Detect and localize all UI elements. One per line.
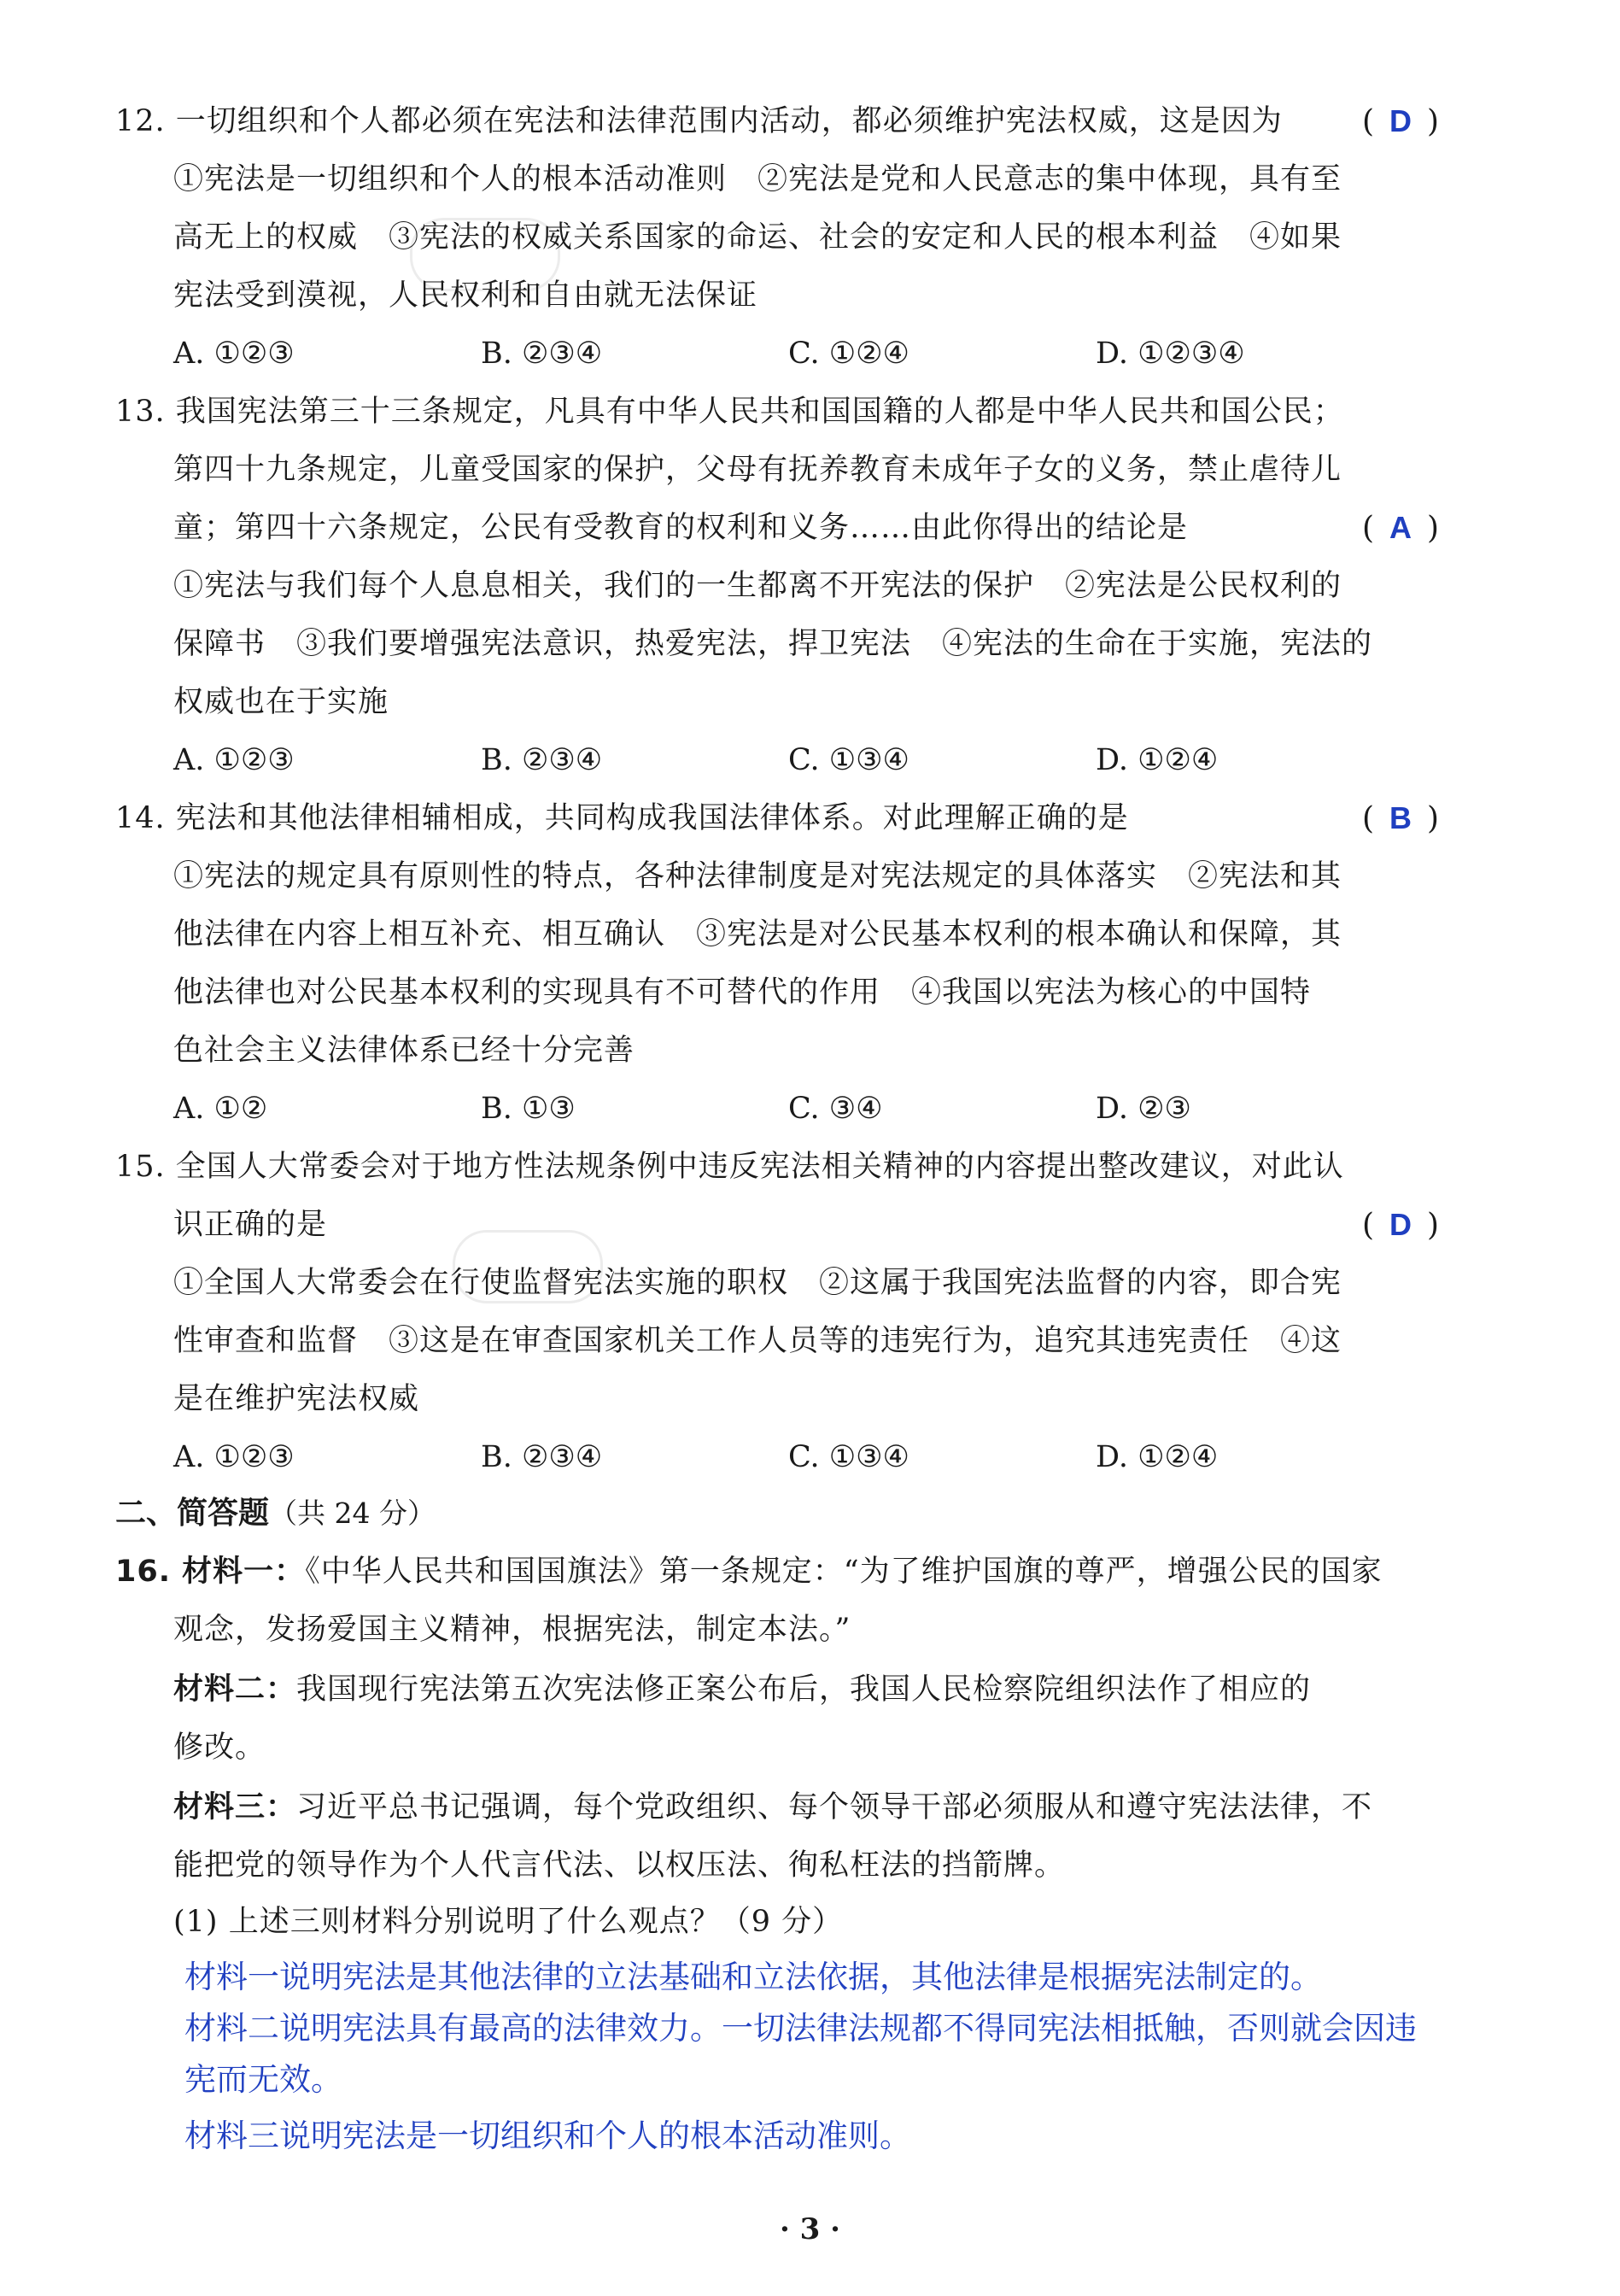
q15-options xyxy=(173,1437,1506,1478)
q14-line-2: 他法律在内容上相互补充、相互确认 ③宪法是对公民基本权利的根本确认和保障，其 xyxy=(173,917,1342,952)
q16-sub-question-1: (1) 上述三则材料分别说明了什么观点？（9 分） xyxy=(173,1905,844,1939)
q16-m3-text: 习近平总书记强调，每个党政组织、每个领导干部必须服从和遵守宪法法律，不 xyxy=(296,1790,1373,1824)
q12-option-c: C. ①②④ xyxy=(788,337,909,371)
q16-answer-line-4: 材料三说明宪法是一切组织和个人的根本活动准则。 xyxy=(184,2117,911,2154)
q13-options xyxy=(173,740,1506,781)
q13-answer-letter: A xyxy=(1389,510,1412,545)
q13-option-d: D. ①②④ xyxy=(1096,743,1219,777)
q14-line-1: ①宪法的规定具有原则性的特点，各种法律制度是对宪法规定的具体落实 ②宪法和其 xyxy=(173,859,1342,893)
q15-line-2: ①全国人大常委会在行使监督宪法实施的职权 ②这属于我国宪法监督的内容，即合宪 xyxy=(173,1266,1342,1300)
q12-options xyxy=(173,333,1506,374)
q14-answer-letter: B xyxy=(1389,800,1412,835)
q12-option-d: D. ①②③④ xyxy=(1096,337,1245,371)
q14-line-4: 色社会主义法律体系已经十分完善 xyxy=(173,1034,635,1068)
q14-line-3: 他法律也对公民基本权利的实现具有不可替代的作用 ④我国以宪法为核心的中国特 xyxy=(173,975,1312,1010)
q12-option-b: B. ②③④ xyxy=(481,337,603,371)
q13-stem: 13. 我国宪法第三十三条规定，凡具有中华人民共和国国籍的人都是中华人民共和国公民； xyxy=(115,395,1344,429)
q14-stem: 14. 宪法和其他法律相辅相成，共同构成我国法律体系。对此理解正确的是 xyxy=(115,801,1129,835)
q15-line-3: 性审查和监督 ③这是在审查国家机关工作人员等的违宪行为，追究其违宪责任 ④这 xyxy=(173,1324,1342,1358)
q12-option-a: A. ①②③ xyxy=(173,337,295,371)
q12-stem: 12. 一切组织和个人都必须在宪法和法律范围内活动，都必须维护宪法权威，这是因为 xyxy=(115,104,1283,138)
q15-line-4: 是在维护宪法权威 xyxy=(173,1382,420,1416)
q12-line-1: ①宪法是一切组织和个人的根本活动准则 ②宪法是党和人民意志的集中体现，具有至 xyxy=(173,162,1342,196)
q15-option-b: B. ②③④ xyxy=(481,1440,603,1474)
q13-line-4: 保障书 ③我们要增强宪法意识，热爱宪法，捍卫宪法 ④宪法的生命在于实施，宪法的 xyxy=(173,627,1373,661)
q12-line-2: 高无上的权威 ③宪法的权威关系国家的命运、社会的安定和人民的根本利益 ④如果 xyxy=(173,220,1342,255)
q15-option-d: D. ①②④ xyxy=(1096,1440,1219,1474)
q15-answer-letter: D xyxy=(1389,1207,1412,1242)
q16-material-2 xyxy=(173,1669,1311,1710)
q16-material-3 xyxy=(173,1787,1372,1828)
q16-m2-cont: 修改。 xyxy=(173,1731,266,1765)
q16-answer-line-2: 材料二说明宪法具有最高的法律效力。一切法律法规都不得同宪法相抵触，否则就会因违 xyxy=(184,2010,1417,2047)
q15-answer: ( D ) xyxy=(1362,1207,1440,1243)
q13-line-2: 童；第四十六条规定，公民有受教育的权利和义务……由此你得出的结论是 xyxy=(173,511,1189,545)
q14-option-a: A. ①② xyxy=(173,1092,268,1126)
q15-stem: 15. 全国人大常委会对于地方性法规条例中违反宪法相关精神的内容提出整改建议，对此认 xyxy=(115,1150,1344,1184)
q13-line-5: 权威也在于实施 xyxy=(173,685,389,719)
q16-answer-line-3: 宪而无效。 xyxy=(184,2061,342,2098)
q16-m3-cont: 能把党的领导作为个人代言代法、以权压法、徇私枉法的挡箭牌。 xyxy=(173,1848,1066,1883)
q16-material-1 xyxy=(115,1551,1383,1592)
q14-answer: ( B ) xyxy=(1362,800,1440,836)
q16-m3-label: 材料三： xyxy=(173,1790,297,1824)
q16-m1-text: 《中华人民共和国国旗法》第一条规定：“为了维护国旗的尊严，增强公民的国家 xyxy=(305,1555,1383,1589)
section-title: 二、简答题 xyxy=(115,1496,270,1531)
q13-line-1: 第四十九条规定，儿童受国家的保护，父母有抚养教育未成年子女的义务，禁止虐待儿 xyxy=(173,453,1342,487)
q15-option-c: C. ①③④ xyxy=(788,1440,909,1474)
q16-m2-label: 材料二： xyxy=(173,1672,297,1707)
q12-line-3: 宪法受到漠视，人民权利和自由就无法保证 xyxy=(173,278,758,313)
q14-option-d: D. ②③ xyxy=(1096,1092,1191,1126)
q13-option-b: B. ②③④ xyxy=(481,743,603,777)
q13-answer: ( A ) xyxy=(1362,510,1440,546)
q13-line-3: ①宪法与我们每个人息息相关，我们的一生都离不开宪法的保护 ②宪法是公民权利的 xyxy=(173,569,1342,603)
section-heading xyxy=(115,1493,436,1534)
q16-m1-label: 16. 材料一： xyxy=(115,1555,306,1589)
q13-option-c: C. ①③④ xyxy=(788,743,909,777)
q12-answer: ( D ) xyxy=(1362,103,1440,139)
section-points: （共 24 分） xyxy=(269,1496,436,1530)
page-number: · 3 · xyxy=(779,2212,840,2246)
q16-m1-cont: 观念，发扬爱国主义精神，根据宪法，制定本法。” xyxy=(173,1613,851,1647)
q15-line-1: 识正确的是 xyxy=(173,1208,328,1242)
q16-answer-line-1: 材料一说明宪法是其他法律的立法基础和立法依据，其他法律是根据宪法制定的。 xyxy=(184,1959,1322,1995)
q16-m2-text: 我国现行宪法第五次宪法修正案公布后，我国人民检察院组织法作了相应的 xyxy=(296,1672,1312,1707)
q15-option-a: A. ①②③ xyxy=(173,1440,295,1474)
q13-option-a: A. ①②③ xyxy=(173,743,295,777)
q14-option-b: B. ①③ xyxy=(481,1092,576,1126)
q14-option-c: C. ③④ xyxy=(788,1092,883,1126)
q14-options xyxy=(173,1088,1506,1129)
q12-answer-letter: D xyxy=(1389,103,1412,138)
